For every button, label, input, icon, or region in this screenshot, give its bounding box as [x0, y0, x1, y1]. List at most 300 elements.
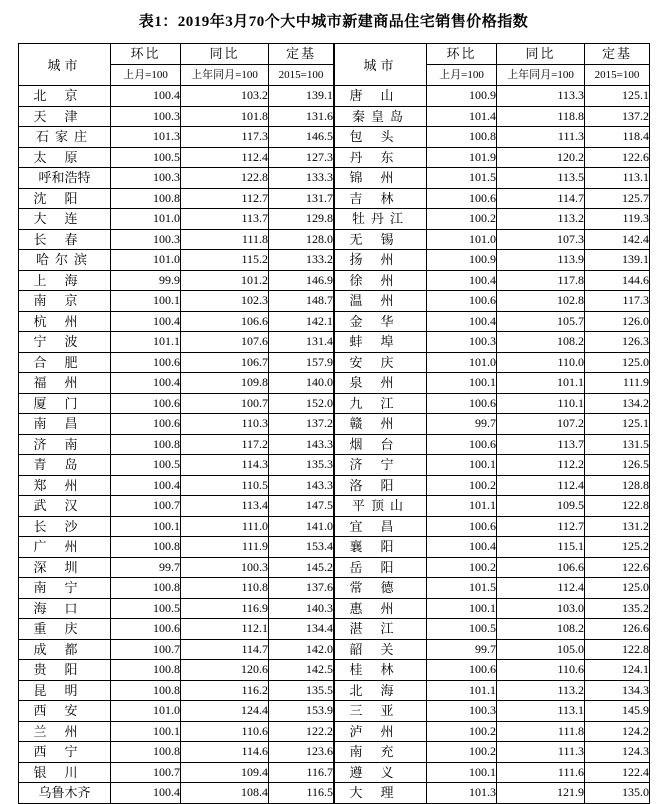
cell-chain-right: 100.9: [427, 250, 497, 271]
cell-chain-right: 100.4: [427, 537, 497, 558]
cell-base-left: 157.9: [269, 352, 334, 373]
cell-base-right: 113.1: [585, 168, 650, 189]
cell-chain-right: 100.4: [427, 270, 497, 291]
cell-chain-right: 100.2: [427, 557, 497, 578]
cell-base-right: 125.1: [585, 86, 650, 107]
cell-city-left: 天津: [19, 106, 111, 127]
cell-chain-right: 100.5: [427, 619, 497, 640]
cell-base-left: 139.1: [269, 86, 334, 107]
cell-base-right: 134.2: [585, 393, 650, 414]
cell-city-right: 宜昌: [335, 516, 427, 537]
cell-base-right: 134.3: [585, 680, 650, 701]
cell-base-right: 122.8: [585, 639, 650, 660]
price-index-table: [18, 43, 650, 804]
cell-yoy-right: 113.3: [497, 86, 585, 107]
table-row: [19, 127, 650, 148]
cell-yoy-left: 111.8: [181, 229, 269, 250]
cell-base-right: 122.6: [585, 557, 650, 578]
cell-chain-left: 100.5: [111, 455, 181, 476]
table-row: [19, 250, 650, 271]
table-row: [19, 373, 650, 394]
cell-yoy-left: 117.2: [181, 434, 269, 455]
cell-city-right: 常德: [335, 578, 427, 599]
cell-yoy-right: 107.3: [497, 229, 585, 250]
cell-city-left: 海口: [19, 598, 111, 619]
table-row: [19, 270, 650, 291]
cell-city-left: 武汉: [19, 496, 111, 517]
cell-chain-left: 99.9: [111, 270, 181, 291]
header-yoy-sub-right: 上年同月=100: [497, 65, 585, 86]
cell-city-right: 桂林: [335, 660, 427, 681]
cell-chain-right: 101.1: [427, 496, 497, 517]
cell-chain-right: 101.5: [427, 168, 497, 189]
cell-chain-right: 101.9: [427, 147, 497, 168]
cell-chain-left: 100.4: [111, 783, 181, 804]
cell-yoy-left: 112.7: [181, 188, 269, 209]
table-row: [19, 291, 650, 312]
table-row: [19, 434, 650, 455]
cell-city-right: 赣州: [335, 414, 427, 435]
cell-chain-left: 100.3: [111, 106, 181, 127]
cell-chain-right: 100.8: [427, 127, 497, 148]
cell-city-left: 长春: [19, 229, 111, 250]
cell-yoy-left: 101.8: [181, 106, 269, 127]
cell-base-left: 116.5: [269, 783, 334, 804]
cell-base-right: 144.6: [585, 270, 650, 291]
cell-chain-left: 100.8: [111, 537, 181, 558]
table-row: [19, 537, 650, 558]
cell-yoy-left: 112.4: [181, 147, 269, 168]
cell-chain-left: 100.7: [111, 639, 181, 660]
header-chain-left: 环比: [111, 44, 181, 65]
cell-yoy-right: 108.2: [497, 332, 585, 353]
cell-city-left: 太原: [19, 147, 111, 168]
cell-city-left: 呼和浩特: [19, 168, 111, 189]
cell-base-left: 142.0: [269, 639, 334, 660]
cell-chain-right: 100.4: [427, 311, 497, 332]
header-chain-right: 环比: [427, 44, 497, 65]
cell-city-right: 无锡: [335, 229, 427, 250]
cell-chain-left: 100.3: [111, 168, 181, 189]
cell-chain-left: 100.5: [111, 147, 181, 168]
cell-chain-left: 100.4: [111, 86, 181, 107]
cell-chain-right: 100.6: [427, 188, 497, 209]
cell-base-left: 116.7: [269, 762, 334, 783]
cell-chain-right: 101.0: [427, 352, 497, 373]
cell-chain-left: 100.1: [111, 516, 181, 537]
cell-base-left: 141.0: [269, 516, 334, 537]
cell-chain-right: 101.0: [427, 229, 497, 250]
cell-base-left: 131.6: [269, 106, 334, 127]
cell-chain-right: 100.6: [427, 516, 497, 537]
table-row: [19, 639, 650, 660]
cell-base-right: 124.1: [585, 660, 650, 681]
cell-yoy-right: 111.6: [497, 762, 585, 783]
table-row: [19, 393, 650, 414]
cell-yoy-right: 113.5: [497, 168, 585, 189]
cell-chain-left: 100.6: [111, 619, 181, 640]
table-row: [19, 352, 650, 373]
cell-city-left: 长沙: [19, 516, 111, 537]
cell-city-right: 平顶山: [335, 496, 427, 517]
table-row: [19, 783, 650, 804]
cell-base-left: 142.5: [269, 660, 334, 681]
cell-base-left: 147.5: [269, 496, 334, 517]
table-row: [19, 414, 650, 435]
cell-city-right: 包头: [335, 127, 427, 148]
cell-city-right: 蚌埠: [335, 332, 427, 353]
cell-yoy-right: 106.6: [497, 557, 585, 578]
cell-city-right: 唐山: [335, 86, 427, 107]
cell-yoy-right: 112.7: [497, 516, 585, 537]
cell-chain-left: 100.8: [111, 434, 181, 455]
header-city-left: 城市: [19, 44, 111, 86]
cell-base-right: 122.8: [585, 496, 650, 517]
cell-yoy-left: 122.8: [181, 168, 269, 189]
cell-yoy-left: 112.1: [181, 619, 269, 640]
cell-base-right: 145.9: [585, 701, 650, 722]
cell-chain-right: 99.7: [427, 414, 497, 435]
cell-city-right: 泸州: [335, 721, 427, 742]
cell-base-left: 146.5: [269, 127, 334, 148]
cell-yoy-right: 110.0: [497, 352, 585, 373]
cell-yoy-left: 108.4: [181, 783, 269, 804]
cell-yoy-left: 109.4: [181, 762, 269, 783]
cell-base-right: 135.0: [585, 783, 650, 804]
cell-yoy-right: 110.1: [497, 393, 585, 414]
cell-chain-right: 100.6: [427, 434, 497, 455]
cell-city-left: 南宁: [19, 578, 111, 599]
cell-yoy-right: 113.1: [497, 701, 585, 722]
cell-city-right: 九江: [335, 393, 427, 414]
cell-city-right: 烟台: [335, 434, 427, 455]
table-row: [19, 86, 650, 107]
cell-chain-left: 99.7: [111, 557, 181, 578]
table-row: [19, 701, 650, 722]
cell-chain-left: 100.1: [111, 291, 181, 312]
table-row: [19, 598, 650, 619]
table-row: [19, 557, 650, 578]
cell-base-right: 125.2: [585, 537, 650, 558]
cell-yoy-right: 112.4: [497, 578, 585, 599]
table-row: [19, 516, 650, 537]
header-chain-sub-left: 上月=100: [111, 65, 181, 86]
cell-city-left: 广州: [19, 537, 111, 558]
table-row: [19, 742, 650, 763]
cell-base-right: 135.2: [585, 598, 650, 619]
cell-yoy-left: 107.6: [181, 332, 269, 353]
cell-base-left: 140.3: [269, 598, 334, 619]
cell-base-right: 142.4: [585, 229, 650, 250]
cell-base-right: 126.6: [585, 619, 650, 640]
cell-yoy-right: 113.9: [497, 250, 585, 271]
cell-chain-left: 101.3: [111, 127, 181, 148]
cell-base-right: 131.5: [585, 434, 650, 455]
cell-city-left: 昆明: [19, 680, 111, 701]
cell-chain-left: 100.8: [111, 188, 181, 209]
cell-chain-left: 100.8: [111, 742, 181, 763]
cell-city-right: 泉州: [335, 373, 427, 394]
cell-city-right: 安庆: [335, 352, 427, 373]
cell-base-right: 111.9: [585, 373, 650, 394]
cell-yoy-left: 110.8: [181, 578, 269, 599]
cell-yoy-left: 113.4: [181, 496, 269, 517]
cell-chain-right: 100.2: [427, 742, 497, 763]
cell-chain-right: 100.6: [427, 393, 497, 414]
cell-yoy-left: 101.2: [181, 270, 269, 291]
cell-chain-right: 101.5: [427, 578, 497, 599]
cell-chain-right: 101.4: [427, 106, 497, 127]
cell-base-left: 133.2: [269, 250, 334, 271]
cell-base-left: 142.1: [269, 311, 334, 332]
cell-base-left: 143.3: [269, 434, 334, 455]
cell-base-right: 119.3: [585, 209, 650, 230]
cell-yoy-left: 124.4: [181, 701, 269, 722]
cell-chain-left: 100.6: [111, 393, 181, 414]
cell-yoy-right: 115.1: [497, 537, 585, 558]
cell-chain-left: 100.8: [111, 578, 181, 599]
cell-city-right: 扬州: [335, 250, 427, 271]
cell-yoy-left: 106.7: [181, 352, 269, 373]
cell-yoy-right: 117.8: [497, 270, 585, 291]
cell-yoy-right: 101.1: [497, 373, 585, 394]
cell-chain-left: 100.7: [111, 496, 181, 517]
cell-city-left: 福州: [19, 373, 111, 394]
cell-city-left: 济南: [19, 434, 111, 455]
cell-yoy-left: 116.9: [181, 598, 269, 619]
cell-base-right: 118.4: [585, 127, 650, 148]
table-row: [19, 147, 650, 168]
header-base-left: 定基: [269, 44, 334, 65]
cell-base-right: 122.4: [585, 762, 650, 783]
cell-chain-left: 100.7: [111, 762, 181, 783]
cell-city-left: 深圳: [19, 557, 111, 578]
cell-base-left: 146.9: [269, 270, 334, 291]
cell-chain-left: 101.0: [111, 250, 181, 271]
cell-base-left: 135.5: [269, 680, 334, 701]
cell-city-right: 温州: [335, 291, 427, 312]
cell-base-left: 133.3: [269, 168, 334, 189]
cell-base-left: 143.3: [269, 475, 334, 496]
cell-base-right: 126.0: [585, 311, 650, 332]
header-yoy-left: 同比: [181, 44, 269, 65]
cell-city-right: 三亚: [335, 701, 427, 722]
cell-base-right: 128.8: [585, 475, 650, 496]
cell-chain-left: 100.6: [111, 352, 181, 373]
cell-base-right: 124.3: [585, 742, 650, 763]
cell-base-left: 127.3: [269, 147, 334, 168]
cell-chain-right: 100.2: [427, 209, 497, 230]
cell-yoy-left: 114.7: [181, 639, 269, 660]
cell-yoy-left: 115.2: [181, 250, 269, 271]
cell-yoy-right: 113.2: [497, 209, 585, 230]
cell-city-right: 北海: [335, 680, 427, 701]
cell-yoy-right: 105.7: [497, 311, 585, 332]
cell-base-left: 123.6: [269, 742, 334, 763]
table-row: [19, 229, 650, 250]
cell-city-left: 青岛: [19, 455, 111, 476]
header-yoy-sub-left: 上年同月=100: [181, 65, 269, 86]
cell-city-right: 秦皇岛: [335, 106, 427, 127]
cell-chain-right: 100.1: [427, 762, 497, 783]
cell-chain-left: 101.1: [111, 332, 181, 353]
cell-base-right: 126.5: [585, 455, 650, 476]
cell-base-left: 137.2: [269, 414, 334, 435]
cell-city-left: 南昌: [19, 414, 111, 435]
cell-base-left: 129.8: [269, 209, 334, 230]
table-row: [19, 578, 650, 599]
cell-chain-right: 100.2: [427, 721, 497, 742]
cell-base-left: 153.4: [269, 537, 334, 558]
cell-chain-left: 101.0: [111, 701, 181, 722]
cell-base-left: 148.7: [269, 291, 334, 312]
cell-yoy-left: 113.7: [181, 209, 269, 230]
cell-city-left: 上海: [19, 270, 111, 291]
cell-city-right: 洛阳: [335, 475, 427, 496]
cell-yoy-left: 106.6: [181, 311, 269, 332]
cell-city-right: 南充: [335, 742, 427, 763]
cell-city-right: 襄阳: [335, 537, 427, 558]
cell-chain-right: 99.7: [427, 639, 497, 660]
cell-city-left: 西宁: [19, 742, 111, 763]
cell-city-left: 贵阳: [19, 660, 111, 681]
cell-base-right: 126.3: [585, 332, 650, 353]
cell-chain-right: 101.1: [427, 680, 497, 701]
cell-chain-right: 100.1: [427, 598, 497, 619]
cell-chain-left: 100.5: [111, 598, 181, 619]
cell-city-right: 丹东: [335, 147, 427, 168]
cell-yoy-right: 111.8: [497, 721, 585, 742]
cell-chain-left: 100.3: [111, 229, 181, 250]
cell-yoy-left: 103.2: [181, 86, 269, 107]
cell-city-left: 厦门: [19, 393, 111, 414]
cell-yoy-left: 111.9: [181, 537, 269, 558]
table-row: [19, 311, 650, 332]
cell-city-right: 遵义: [335, 762, 427, 783]
header-base-right: 定基: [585, 44, 650, 65]
cell-base-right: 117.3: [585, 291, 650, 312]
cell-base-left: 145.2: [269, 557, 334, 578]
cell-base-right: 137.2: [585, 106, 650, 127]
table-row: [19, 455, 650, 476]
cell-yoy-left: 110.5: [181, 475, 269, 496]
cell-yoy-left: 120.6: [181, 660, 269, 681]
cell-city-left: 银川: [19, 762, 111, 783]
cell-base-left: 152.0: [269, 393, 334, 414]
cell-yoy-right: 108.2: [497, 619, 585, 640]
cell-base-left: 153.9: [269, 701, 334, 722]
cell-base-left: 128.0: [269, 229, 334, 250]
cell-chain-left: 100.1: [111, 721, 181, 742]
cell-base-right: 139.1: [585, 250, 650, 271]
cell-chain-left: 100.8: [111, 660, 181, 681]
table-row: [19, 496, 650, 517]
cell-chain-right: 100.3: [427, 701, 497, 722]
cell-base-left: 134.4: [269, 619, 334, 640]
cell-yoy-left: 117.3: [181, 127, 269, 148]
cell-chain-left: 100.4: [111, 373, 181, 394]
cell-city-left: 石家庄: [19, 127, 111, 148]
cell-base-right: 125.1: [585, 414, 650, 435]
table-row: [19, 475, 650, 496]
cell-base-right: 122.6: [585, 147, 650, 168]
cell-city-right: 济宁: [335, 455, 427, 476]
cell-yoy-left: 110.6: [181, 721, 269, 742]
table-body: [19, 86, 650, 804]
cell-city-left: 北京: [19, 86, 111, 107]
cell-yoy-right: 118.8: [497, 106, 585, 127]
cell-city-left: 乌鲁木齐: [19, 783, 111, 804]
cell-yoy-right: 102.8: [497, 291, 585, 312]
cell-yoy-left: 111.0: [181, 516, 269, 537]
cell-yoy-right: 112.4: [497, 475, 585, 496]
header-base-sub-left: 2015=100: [269, 65, 334, 86]
cell-chain-left: 100.4: [111, 475, 181, 496]
cell-chain-right: 100.2: [427, 475, 497, 496]
cell-base-right: 125.7: [585, 188, 650, 209]
cell-city-right: 金华: [335, 311, 427, 332]
cell-city-left: 兰州: [19, 721, 111, 742]
cell-city-right: 大理: [335, 783, 427, 804]
table-row: [19, 619, 650, 640]
cell-chain-right: 100.6: [427, 291, 497, 312]
cell-chain-right: 101.3: [427, 783, 497, 804]
cell-city-left: 成都: [19, 639, 111, 660]
cell-yoy-left: 100.3: [181, 557, 269, 578]
table-row: [19, 680, 650, 701]
table-row: [19, 332, 650, 353]
cell-city-right: 惠州: [335, 598, 427, 619]
cell-yoy-left: 100.7: [181, 393, 269, 414]
cell-base-right: 124.2: [585, 721, 650, 742]
cell-base-left: 131.4: [269, 332, 334, 353]
cell-city-left: 哈尔滨: [19, 250, 111, 271]
cell-base-left: 122.2: [269, 721, 334, 742]
cell-city-right: 湛江: [335, 619, 427, 640]
cell-chain-right: 100.3: [427, 332, 497, 353]
table-row: [19, 168, 650, 189]
cell-city-left: 大连: [19, 209, 111, 230]
cell-yoy-left: 109.8: [181, 373, 269, 394]
cell-city-left: 郑州: [19, 475, 111, 496]
cell-base-left: 140.0: [269, 373, 334, 394]
cell-yoy-right: 113.7: [497, 434, 585, 455]
cell-yoy-right: 113.2: [497, 680, 585, 701]
cell-city-right: 岳阳: [335, 557, 427, 578]
cell-chain-left: 100.4: [111, 311, 181, 332]
cell-yoy-right: 110.6: [497, 660, 585, 681]
cell-chain-right: 100.6: [427, 660, 497, 681]
cell-yoy-right: 114.7: [497, 188, 585, 209]
cell-yoy-right: 112.2: [497, 455, 585, 476]
header-yoy-right: 同比: [497, 44, 585, 65]
table-row: [19, 106, 650, 127]
cell-base-right: 125.0: [585, 352, 650, 373]
cell-base-right: 131.2: [585, 516, 650, 537]
cell-city-right: 徐州: [335, 270, 427, 291]
cell-city-right: 牡丹江: [335, 209, 427, 230]
header-chain-sub-right: 上月=100: [427, 65, 497, 86]
cell-chain-left: 101.0: [111, 209, 181, 230]
table-row: [19, 188, 650, 209]
header-base-sub-right: 2015=100: [585, 65, 650, 86]
cell-city-right: 锦州: [335, 168, 427, 189]
cell-yoy-left: 114.6: [181, 742, 269, 763]
cell-base-left: 137.6: [269, 578, 334, 599]
cell-city-left: 重庆: [19, 619, 111, 640]
cell-chain-right: 100.1: [427, 373, 497, 394]
cell-city-left: 合肥: [19, 352, 111, 373]
